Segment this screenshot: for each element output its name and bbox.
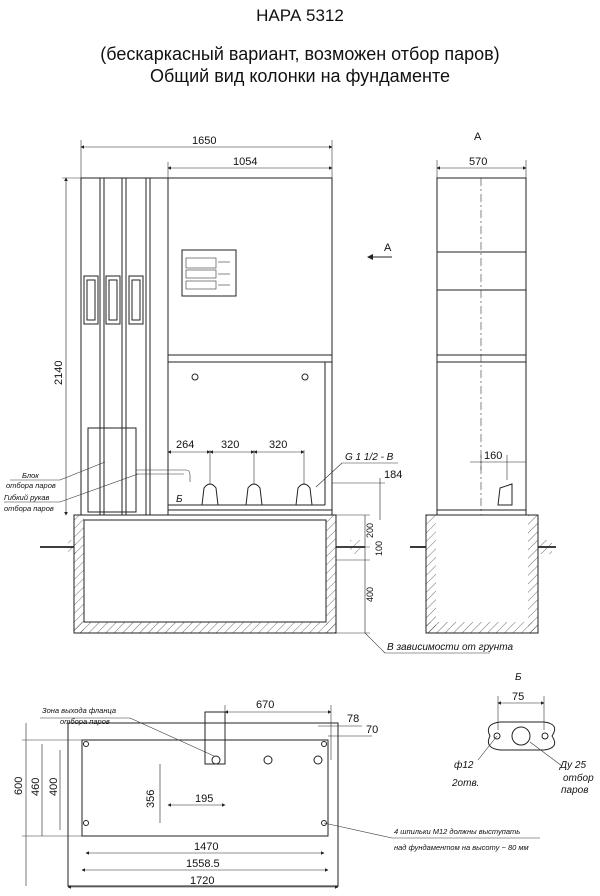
dim-600-text: 600 bbox=[13, 776, 25, 795]
nozzle-2 bbox=[246, 484, 262, 505]
side-nozzle bbox=[498, 484, 512, 505]
note-bolts-2: над фундаментом на высоту ~ 80 мм bbox=[394, 843, 529, 852]
detail-b-label: Б bbox=[515, 672, 522, 683]
view-b-label: Б bbox=[176, 494, 183, 505]
vapor-recovery-block bbox=[88, 428, 136, 512]
nozzle-1 bbox=[202, 484, 218, 505]
dim-320-text-2: 320 bbox=[269, 439, 288, 451]
dim-78-text: 78 bbox=[347, 713, 360, 725]
dim-70-text: 70 bbox=[366, 724, 379, 736]
dim-1558-text: 1558.5 bbox=[186, 858, 220, 870]
dim-356-text: 356 bbox=[145, 789, 157, 808]
dim-570-text: 570 bbox=[469, 156, 488, 168]
dim-320-text-1: 320 bbox=[221, 439, 240, 451]
dim-460-text: 460 bbox=[30, 777, 42, 796]
dim-1470-text: 1470 bbox=[194, 841, 219, 853]
hole-diameter-label: ф12 bbox=[454, 760, 474, 771]
dim-264-text: 264 bbox=[176, 439, 195, 451]
dim-160-text: 160 bbox=[484, 450, 503, 462]
dim-670-text: 670 bbox=[256, 699, 275, 711]
dim-1650-text: 1650 bbox=[192, 135, 217, 147]
hole-count-label: 2отв. bbox=[452, 778, 480, 789]
dim-2140-text: 2140 bbox=[53, 360, 65, 385]
hose-holder-3 bbox=[129, 276, 143, 324]
note-flange-2: отбора паров bbox=[60, 717, 110, 726]
dim-body-width bbox=[168, 156, 332, 178]
side-body-outline bbox=[437, 178, 526, 515]
dim-total-width bbox=[81, 135, 332, 178]
dim-184-text: 184 bbox=[384, 469, 403, 481]
thread-label: G 1 1/2 - B bbox=[345, 452, 394, 463]
dim-75-text: 75 bbox=[512, 691, 525, 703]
dim-200-text: 200 bbox=[365, 522, 375, 538]
drawing-subtitle-2: Общий вид колонки на фундаменте bbox=[149, 66, 451, 86]
note-hose: Гибкий рукав bbox=[4, 493, 50, 502]
dim-400-plan-text: 400 bbox=[48, 777, 60, 796]
dim-1054-text: 1054 bbox=[233, 156, 258, 168]
ground-note: В зависимости от грунта bbox=[387, 642, 514, 653]
hose-holder-1 bbox=[84, 276, 98, 324]
note-flange: Зона выхода фланца bbox=[42, 706, 117, 715]
detail-note-1: отбор bbox=[563, 773, 594, 784]
dim-195-text: 195 bbox=[195, 793, 214, 805]
du-label: Ду 25 bbox=[560, 760, 587, 771]
nozzle-3 bbox=[296, 484, 312, 505]
detail-b bbox=[451, 672, 594, 796]
drawing-title: НАРА 5312 bbox=[256, 6, 344, 25]
side-view-label: А bbox=[474, 131, 482, 143]
hose-holder-2 bbox=[106, 276, 120, 324]
vapor-hose bbox=[136, 470, 190, 482]
plan-view bbox=[13, 699, 540, 887]
drawing-subtitle-1: (бескаркасный вариант, возможен отбор паров) bbox=[100, 44, 500, 64]
note-bolts: 4 шпильки М12 должны выступать bbox=[394, 827, 521, 836]
dim-1720-text: 1720 bbox=[190, 875, 215, 887]
dim-100-text: 100 bbox=[374, 540, 384, 556]
note-block-2: отбора паров bbox=[6, 481, 56, 490]
dispenser-outline bbox=[81, 178, 332, 515]
note-hose-2: отбора паров bbox=[4, 504, 54, 513]
dim-400-text: 400 bbox=[365, 586, 375, 602]
section-a-arrow-label: А bbox=[384, 242, 392, 254]
side-view bbox=[410, 131, 556, 633]
detail-note-2: паров bbox=[561, 785, 589, 796]
note-block: Блок bbox=[22, 471, 39, 480]
flange-detail bbox=[488, 722, 554, 750]
